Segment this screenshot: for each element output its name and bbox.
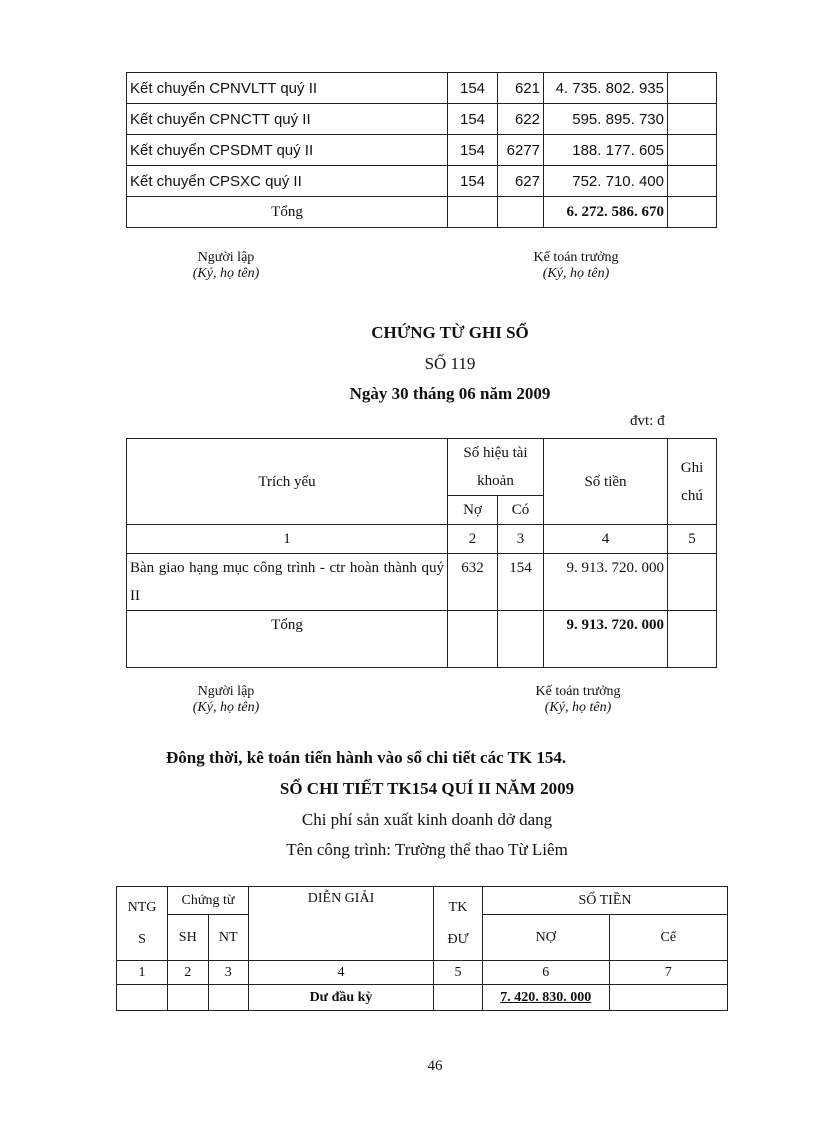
- row-credit: 621: [498, 73, 544, 104]
- page-number: 46: [427, 1058, 443, 1074]
- summary-table: [126, 72, 717, 228]
- opening-amount: 7. 420. 830. 000: [483, 985, 610, 1011]
- row-debit: 154: [448, 104, 498, 135]
- row-amount: 595. 895. 730: [544, 104, 668, 135]
- header-ntgs: [117, 887, 168, 961]
- header-desc: Trích yếu: [127, 439, 448, 525]
- signature-chief-accountant: [516, 250, 636, 282]
- empty-cell: [448, 197, 498, 228]
- intro-text: Đông thời, kê toán tiến hành vào sổ chi tiết các TK 154.: [166, 748, 567, 767]
- ledger-table: [116, 886, 728, 1011]
- row-amount: 4. 735. 802. 935: [544, 73, 668, 104]
- index-cell: 7: [609, 961, 727, 985]
- row-desc: Bàn giao hạng mục công trình - ctr hoàn thành quý II: [127, 554, 448, 611]
- row-amount: 9. 913. 720. 000: [544, 554, 668, 611]
- voucher-table: [126, 438, 717, 668]
- signature-title: Kế toán trưởng: [533, 250, 619, 265]
- table-row: [127, 135, 717, 166]
- row-credit: 627: [498, 166, 544, 197]
- opening-label: Dư đầu kỳ: [249, 985, 434, 1011]
- empty-cell: [668, 611, 717, 668]
- index-cell: 3: [498, 525, 544, 554]
- header-credit: Có: [498, 496, 544, 525]
- empty-cell: [168, 985, 209, 1011]
- header-sh: SH: [168, 915, 209, 961]
- header-ntgs-line2: S: [138, 931, 146, 947]
- empty-cell: [208, 985, 249, 1011]
- index-cell: 3: [208, 961, 249, 985]
- total-amount: 9. 913. 720. 000: [544, 611, 668, 668]
- total-label: Tổng: [127, 611, 448, 668]
- table-row: [127, 73, 717, 104]
- header-tk-line1: TK: [448, 899, 468, 915]
- opening-row: [117, 985, 728, 1011]
- voucher-date: Ngày 30 tháng 06 năm 2009: [349, 384, 551, 403]
- index-cell: 4: [249, 961, 434, 985]
- row-note: [668, 166, 717, 197]
- index-cell: 1: [117, 961, 168, 985]
- voucher-title: CHỨNG TỪ GHI SỔ: [371, 323, 529, 342]
- total-row: [127, 611, 717, 668]
- signature-preparer: [176, 684, 276, 716]
- header-desc: DIỄN GIẢI: [249, 887, 434, 961]
- index-cell: 1: [127, 525, 448, 554]
- row-note: [668, 135, 717, 166]
- header-note: Ghi chú: [668, 439, 717, 525]
- empty-cell: [498, 611, 544, 668]
- index-cell: 5: [434, 961, 483, 985]
- index-cell: 4: [544, 525, 668, 554]
- index-row: [117, 961, 728, 985]
- row-debit: 154: [448, 166, 498, 197]
- unit-label: đvt: đ: [630, 413, 665, 429]
- row-credit: 6277: [498, 135, 544, 166]
- project-name: Tên công trình: Trường thể thao Từ Liêm: [286, 840, 568, 859]
- signature-preparer: [176, 250, 276, 282]
- row-debit: 632: [448, 554, 498, 611]
- row-desc: Kết chuyển CPNVLTT quý II: [127, 73, 448, 104]
- row-credit: 154: [498, 554, 544, 611]
- total-label: Tổng: [127, 197, 448, 228]
- row-note: [668, 73, 717, 104]
- header-credit: Cể: [609, 915, 727, 961]
- header-amount: Số tiền: [544, 439, 668, 525]
- row-desc: Kết chuyển CPNCTT quý II: [127, 104, 448, 135]
- header-amount: SỐ TIỀN: [483, 887, 728, 915]
- index-cell: 2: [448, 525, 498, 554]
- header-nt: NT: [208, 915, 249, 961]
- signature-chief-accountant: [518, 684, 638, 716]
- empty-cell: [668, 197, 717, 228]
- empty-cell: [448, 611, 498, 668]
- ledger-title: SỔ CHI TIẾT TK154 QUÍ II NĂM 2009: [279, 779, 575, 798]
- empty-cell: [668, 554, 717, 611]
- header-tk-line2: ĐƯ: [447, 931, 469, 947]
- total-amount: 6. 272. 586. 670: [544, 197, 668, 228]
- empty-cell: [434, 985, 483, 1011]
- row-credit: 622: [498, 104, 544, 135]
- index-cell: 2: [168, 961, 209, 985]
- header-ntgs-line1: NTG: [127, 899, 157, 915]
- index-row: [127, 525, 717, 554]
- index-cell: 5: [668, 525, 717, 554]
- row-debit: 154: [448, 73, 498, 104]
- row-amount: 752. 710. 400: [544, 166, 668, 197]
- header-tk: [434, 887, 483, 961]
- signature-title: Người lập: [197, 684, 255, 699]
- row-note: [668, 104, 717, 135]
- table-row: [127, 166, 717, 197]
- ledger-subtitle: Chi phí sản xuất kinh doanh dở dang: [301, 810, 553, 829]
- table-row: [127, 554, 717, 611]
- voucher-number: SỐ 119: [424, 354, 476, 373]
- row-desc: Kết chuyển CPSDMT quý II: [127, 135, 448, 166]
- table-row: [127, 104, 717, 135]
- row-amount: 188. 177. 605: [544, 135, 668, 166]
- empty-cell: [498, 197, 544, 228]
- empty-cell: [117, 985, 168, 1011]
- signature-title: Người lập: [197, 250, 255, 265]
- header-debit: NỢ: [483, 915, 610, 961]
- index-cell: 6: [483, 961, 610, 985]
- signature-note: (Ký, họ tên): [542, 266, 610, 281]
- signature-note: (Ký, họ tên): [544, 700, 612, 715]
- signature-note: (Ký, họ tên): [192, 700, 260, 715]
- header-voucher: Chứng từ: [168, 887, 249, 915]
- empty-cell: [609, 985, 727, 1011]
- header-account: Số hiệu tài khoản: [448, 439, 544, 496]
- header-debit: Nợ: [448, 496, 498, 525]
- signature-title: Kế toán trưởng: [535, 684, 621, 699]
- total-row: [127, 197, 717, 228]
- row-desc: Kết chuyển CPSXC quý II: [127, 166, 448, 197]
- signature-note: (Ký, họ tên): [192, 266, 260, 281]
- row-debit: 154: [448, 135, 498, 166]
